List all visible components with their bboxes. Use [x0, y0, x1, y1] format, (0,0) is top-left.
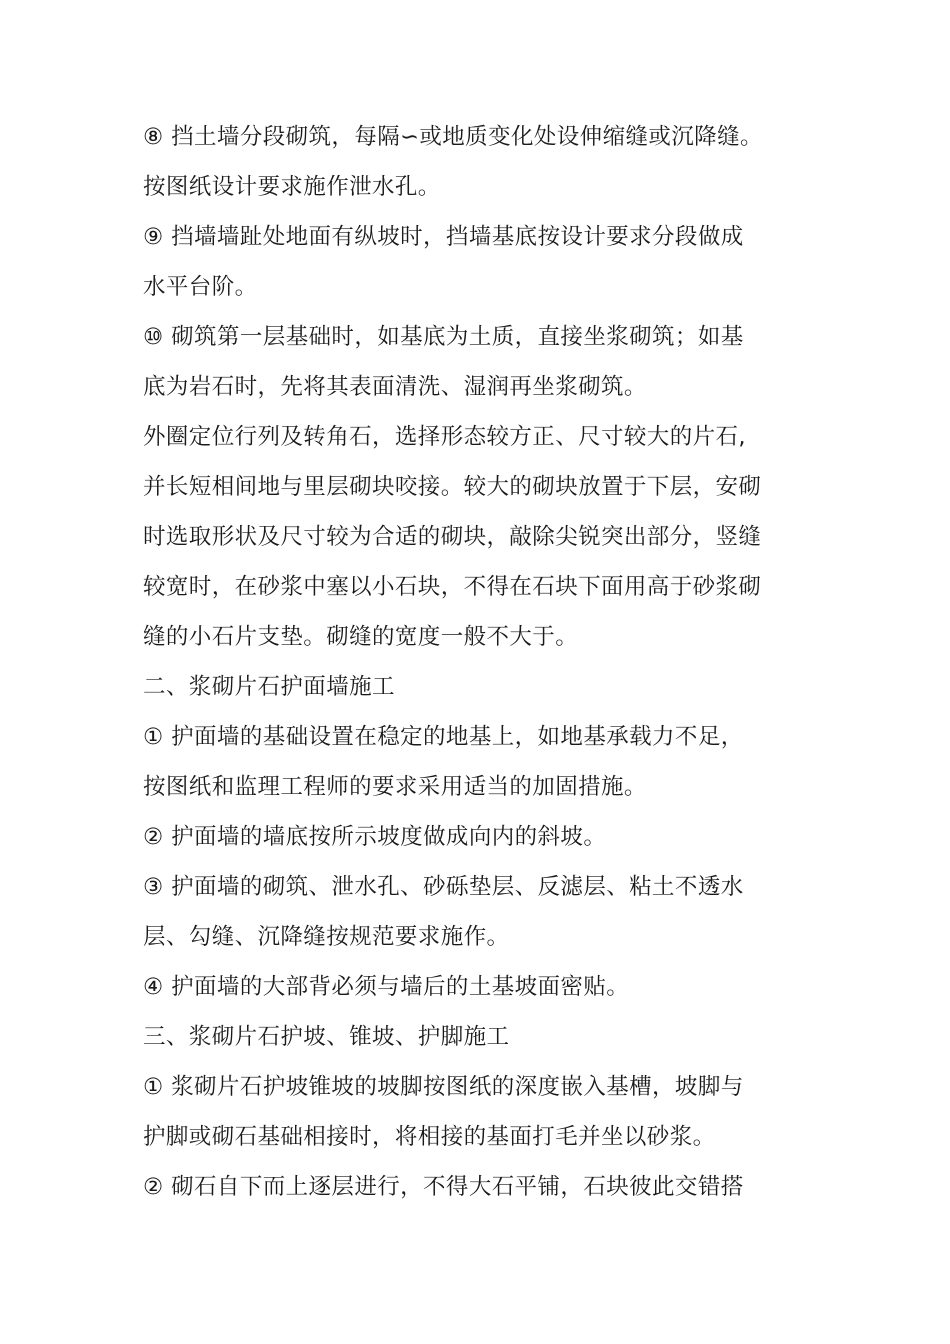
document-body [143, 112, 813, 1212]
text-line: 护脚或砌石基础相接时，将相接的基面打毛并坐以砂浆。 [143, 1124, 716, 1150]
text-line: 缝的小石片支垫。砌缝的宽度一般不大于。 [143, 624, 579, 650]
text-line: 按图纸和监理工程师的要求采用适当的加固措施。 [143, 774, 647, 800]
text-line: ① 护面墙的基础设置在稳定的地基上，如地基承载力不足， [143, 724, 744, 750]
text-line: 较宽时，在砂浆中塞以小石块，不得在石块下面用高于砂浆砌 [143, 574, 762, 600]
text-line: ⑨ 挡墙墙趾处地面有纵坡时，挡墙基底按设计要求分段做成 [143, 224, 744, 250]
section-heading: 三、浆砌片石护坡、锥坡、护脚施工 [143, 1024, 510, 1050]
text-line: 水平台阶。 [143, 274, 258, 300]
text-line: ⑧ 挡土墙分段砌筑，每隔∽或地质变化处设伸缩缝或沉降缝。 [143, 124, 763, 150]
text-line: ⑩ 砌筑第一层基础时，如基底为土质，直接坐浆砌筑；如基 [143, 324, 744, 350]
text-line: ② 砌石自下而上逐层进行，不得大石平铺，石块彼此交错搭 [143, 1174, 744, 1200]
text-line: 层、勾缝、沉降缝按规范要求施作。 [143, 924, 510, 950]
text-line: ④ 护面墙的大部背必须与墙后的土基坡面密贴。 [143, 974, 630, 1000]
text-line: 按图纸设计要求施作泄水孔。 [143, 174, 441, 200]
section-heading: 二、浆砌片石护面墙施工 [143, 674, 395, 700]
text-line: 并长短相间地与里层砌块咬接。较大的砌块放置于下层，安砌 [143, 474, 762, 500]
text-line: ② 护面墙的墙底按所示坡度做成向内的斜坡。 [143, 824, 607, 850]
text-line: 外圈定位行列及转角石，选择形态较方正、尺寸较大的片石, [143, 424, 746, 450]
text-line: ① 浆砌片石护坡锥坡的坡脚按图纸的深度嵌入基槽，坡脚与 [143, 1074, 744, 1100]
text-line: ③ 护面墙的砌筑、泄水孔、砂砾垫层、反滤层、粘土不透水 [143, 874, 744, 900]
text-line: 底为岩石时，先将其表面清洗、湿润再坐浆砌筑。 [143, 374, 647, 400]
text-line: 时选取形状及尺寸较为合适的砌块，敲除尖锐突出部分，竖缝 [143, 524, 762, 550]
